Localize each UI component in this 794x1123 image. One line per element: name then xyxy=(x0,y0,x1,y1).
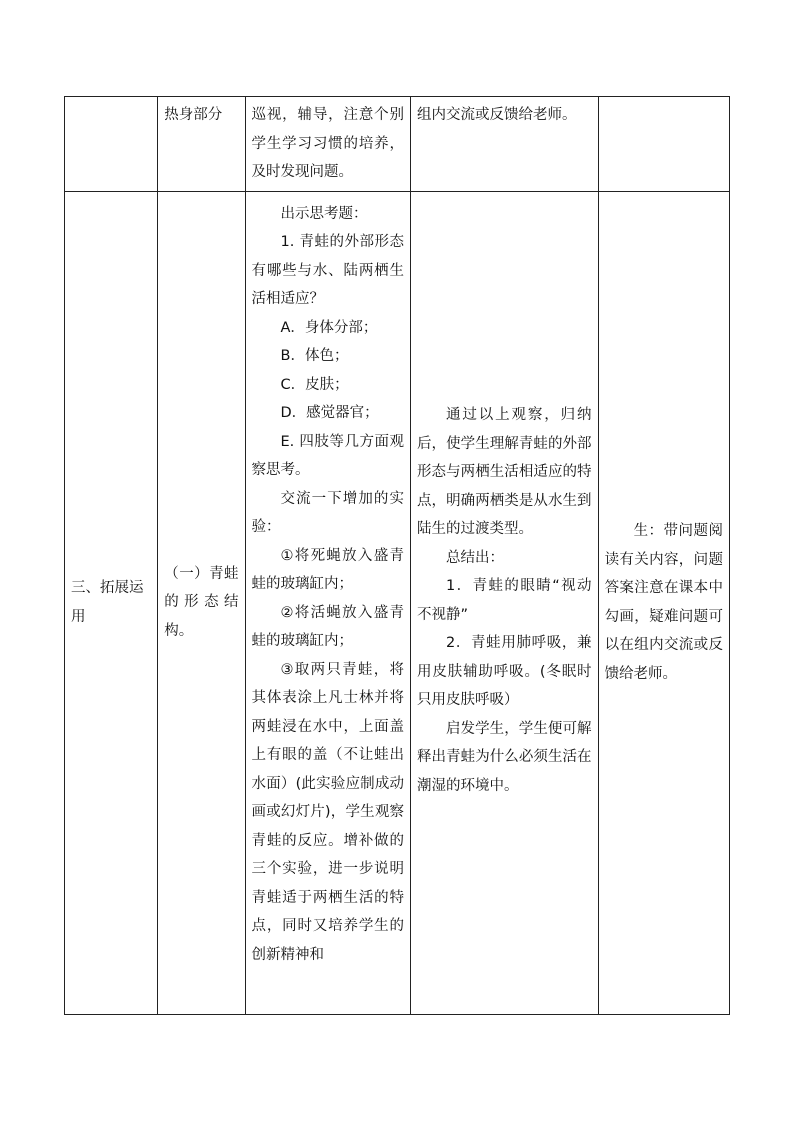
table-row xyxy=(65,191,730,1014)
section-cell xyxy=(65,97,158,192)
student-paragraph: 总结出： xyxy=(446,549,504,566)
teacher-paragraph: D．感觉器官； xyxy=(280,405,379,421)
student-paragraph: 启发学生，学生便可解释出青蛙为什么必须生活在潮湿的环境中。 xyxy=(417,720,592,794)
student-paragraph: 2．青蛙用肺呼吸，兼用皮肤辅助呼吸。(冬眠时只用皮肤呼吸） xyxy=(417,635,592,708)
teacher-paragraph: E. 四肢等几方面观察思考。 xyxy=(251,433,404,478)
teacher-paragraph: B．体色； xyxy=(280,348,349,364)
section-cell: 三、拓展运用 xyxy=(65,191,158,1014)
intent-cell xyxy=(598,97,729,192)
teacher-paragraph: 1. 青蛙的外部形态有哪些与水、陆两栖生活相适应？ xyxy=(251,234,404,307)
student-paragraph: 1．青蛙的眼睛“视动不视静” xyxy=(417,578,592,623)
intent-cell xyxy=(598,191,729,1014)
student-paragraph: 通过以上观察，归纳后，使学生理解青蛙的外部形态与两栖生活相适应的特点，明确两栖类是从水生到陆生的过渡类型。 xyxy=(417,407,592,537)
teacher-paragraph: 出示思考题： xyxy=(280,205,368,222)
teacher-paragraph: 交流一下增加的实验： xyxy=(251,490,404,535)
intent-paragraph: 生：带问题阅读有关内容，问题答案注意在课本中勾画，疑难问题可以在组内交流或反馈给老师。 xyxy=(604,523,723,682)
student-activity-cell: 组内交流或反馈给老师。 xyxy=(411,97,599,192)
teacher-paragraph: A．身体分部； xyxy=(280,319,378,336)
step-cell: 热身部分 xyxy=(158,97,245,192)
teacher-activity-cell xyxy=(245,191,410,1014)
teacher-activity-cell: 巡视，辅导，注意个别学生学习习惯的培养，及时发现问题。 xyxy=(245,97,410,192)
table-row xyxy=(65,97,730,192)
teacher-paragraph: ②将活蝇放入盛青蛙的玻璃缸内； xyxy=(251,604,404,649)
lesson-plan-table xyxy=(64,96,730,1015)
teacher-paragraph: ③取两只青蛙，将其体表涂上凡士林并将两蛙浸在水中，上面盖上有眼的盖（不让蛙出水面）(此实验应制成动画或幻灯片)，学生观察青蛙的反应。增补做的三个实验，进一步说明青蛙适于两栖生活的特点，同时又培养学生的创新精神和 xyxy=(251,661,404,963)
teacher-paragraph: C．皮肤； xyxy=(280,376,349,393)
student-activity-cell xyxy=(411,191,599,1014)
step-cell: （一）青蛙的形态结构。 xyxy=(158,191,245,1014)
teacher-paragraph: ①将死蝇放入盛青蛙的玻璃缸内； xyxy=(251,547,404,592)
